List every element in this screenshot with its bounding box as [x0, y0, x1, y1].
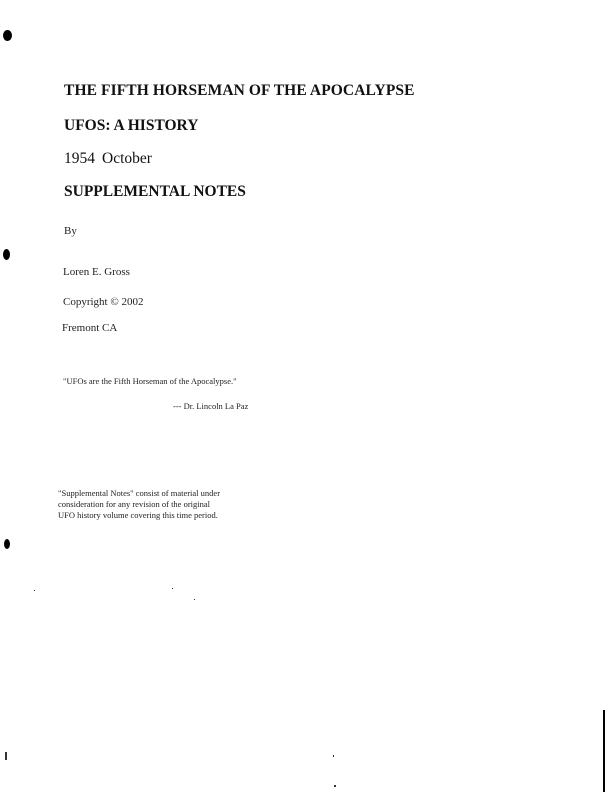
scan-edge-line [603, 710, 605, 792]
epigraph-attribution: --- Dr. Lincoln La Paz [173, 401, 249, 411]
note-line: consideration for any revision of the original [58, 499, 211, 509]
scan-speck [34, 590, 35, 591]
date-year: 1954 [64, 150, 95, 167]
author-name: Loren E. Gross [63, 266, 130, 278]
scan-speck [334, 785, 336, 787]
binder-hole-lower [4, 539, 10, 549]
epigraph-quote: "UFOs are the Fifth Horseman of the Apocalypse." [63, 376, 237, 386]
document-title: THE FIFTH HORSEMAN OF THE APOCALYPSE [64, 82, 415, 99]
scan-speck [333, 755, 334, 757]
scan-speck [194, 599, 195, 600]
by-label: By [64, 225, 77, 237]
note-line: "Supplemental Notes" consist of material under [58, 488, 221, 498]
binder-hole-middle [3, 249, 10, 260]
copyright-line: Copyright © 2002 [63, 296, 144, 308]
date-month: October [102, 150, 152, 167]
note-line: UFO history volume covering this time period. [58, 510, 218, 520]
location-line: Fremont CA [62, 322, 118, 334]
scan-speck [5, 752, 7, 760]
document-date [64, 150, 152, 168]
section-title: SUPPLEMENTAL NOTES [64, 183, 246, 200]
binder-hole-top [3, 30, 12, 41]
scan-speck [172, 588, 173, 589]
supplemental-note [58, 488, 220, 521]
document-subtitle: UFOS: A HISTORY [64, 117, 199, 134]
